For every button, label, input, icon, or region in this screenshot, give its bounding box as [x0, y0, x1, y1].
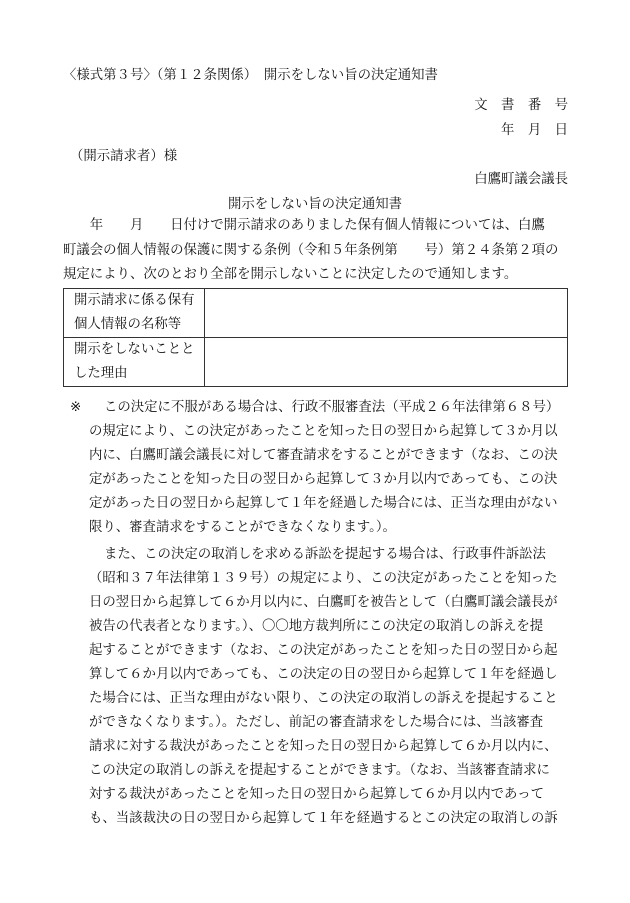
body-line: 年 月 日付けで開示請求のありました保有個人情報については、白鷹	[63, 218, 545, 233]
note-mark: ※	[70, 400, 82, 415]
table-label-cell	[64, 338, 205, 387]
note-line: この決定に不服がある場合は、行政不服審査法（平成２６年法律第６８号）	[104, 400, 560, 415]
document-number: 文 書 番 号	[474, 98, 568, 113]
note-line: この決定の取消しの訴えを提起することができます。（なお、当該審査請求に	[89, 763, 550, 778]
note-line: 対する裁決があったことを知った日の翌日から起算して６か月以内であって	[89, 787, 545, 802]
body-line: 町議会の個人情報の保護に関する条例（令和５年条例第 号）第２４条第２項の	[63, 243, 559, 258]
table-value-cell	[205, 289, 568, 338]
table-label-line: 開示請求に係る保有	[74, 293, 195, 308]
addressee: （開示請求者）様	[70, 149, 178, 164]
table-label-line: 開示をしないことと	[74, 342, 195, 357]
note-line: 起することができます（なお、この決定があったことを知った日の翌日から起	[89, 643, 558, 658]
body-line: 規定により、次のとおり全部を開示しないことに決定したので通知します。	[63, 267, 518, 282]
note-line: 内に、白鷹町議会議長に対して審査請求をすることができます（なお、この決	[89, 448, 558, 463]
document-date: 年 月 日	[501, 123, 568, 138]
table-label-cell	[64, 289, 205, 338]
table-label-line: 個人情報の名称等	[74, 317, 182, 332]
table-row	[64, 338, 568, 387]
form-label: 〈様式第３号〉（第１２条関係） 開示をしない旨の決定通知書	[63, 68, 438, 83]
note-line: （昭和３７年法律第１３９号）の規定により、この決定があったことを知った	[89, 571, 558, 586]
note-line: 請求に対する裁決があったことを知った日の翌日から起算して６か月以内に、	[89, 739, 558, 754]
table-value-cell	[205, 338, 568, 387]
note-line: 日の翌日から起算して６か月以内に、白鷹町を被告として（白鷹町議会議長が	[89, 595, 558, 610]
note-line: ができなくなります。）。ただし、前記の審査請求をした場合には、当該審査	[89, 715, 544, 730]
table-row	[64, 289, 568, 338]
document-title: 開示をしない旨の決定通知書	[227, 197, 403, 212]
note-line: 算して６か月以内であっても、この決定の日の翌日から起算して１年を経過し	[89, 667, 558, 682]
sender: 白鷹町議会議長	[474, 172, 568, 187]
note-line: 定があった日の翌日から起算して１年を経過した場合には、正当な理由がない	[89, 496, 558, 511]
note-line: た場合には、正当な理由がない限り、この決定の取消しの訴えを提起すること	[89, 691, 558, 706]
info-table	[63, 288, 568, 387]
note-line: 定があったことを知った日の翌日から起算して３か月以内であっても、この決	[89, 472, 558, 487]
note-line: の規定により、この決定があったことを知った日の翌日から起算して３か月以	[89, 424, 558, 439]
note-line: 限り、審査請求をすることができなくなります。）。	[89, 520, 396, 535]
table-label-line: した理由	[74, 366, 128, 381]
note-line: 被告の代表者となります。）、〇〇地方裁判所にこの決定の取消しの訴えを提	[89, 619, 544, 634]
note-line: また、この決定の取消しを求める訴訟を提起する場合は、行政事件訴訟法	[104, 547, 546, 562]
note-line: も、当該裁決の日の翌日から起算して１年を経過するとこの決定の取消しの訴	[89, 811, 558, 826]
